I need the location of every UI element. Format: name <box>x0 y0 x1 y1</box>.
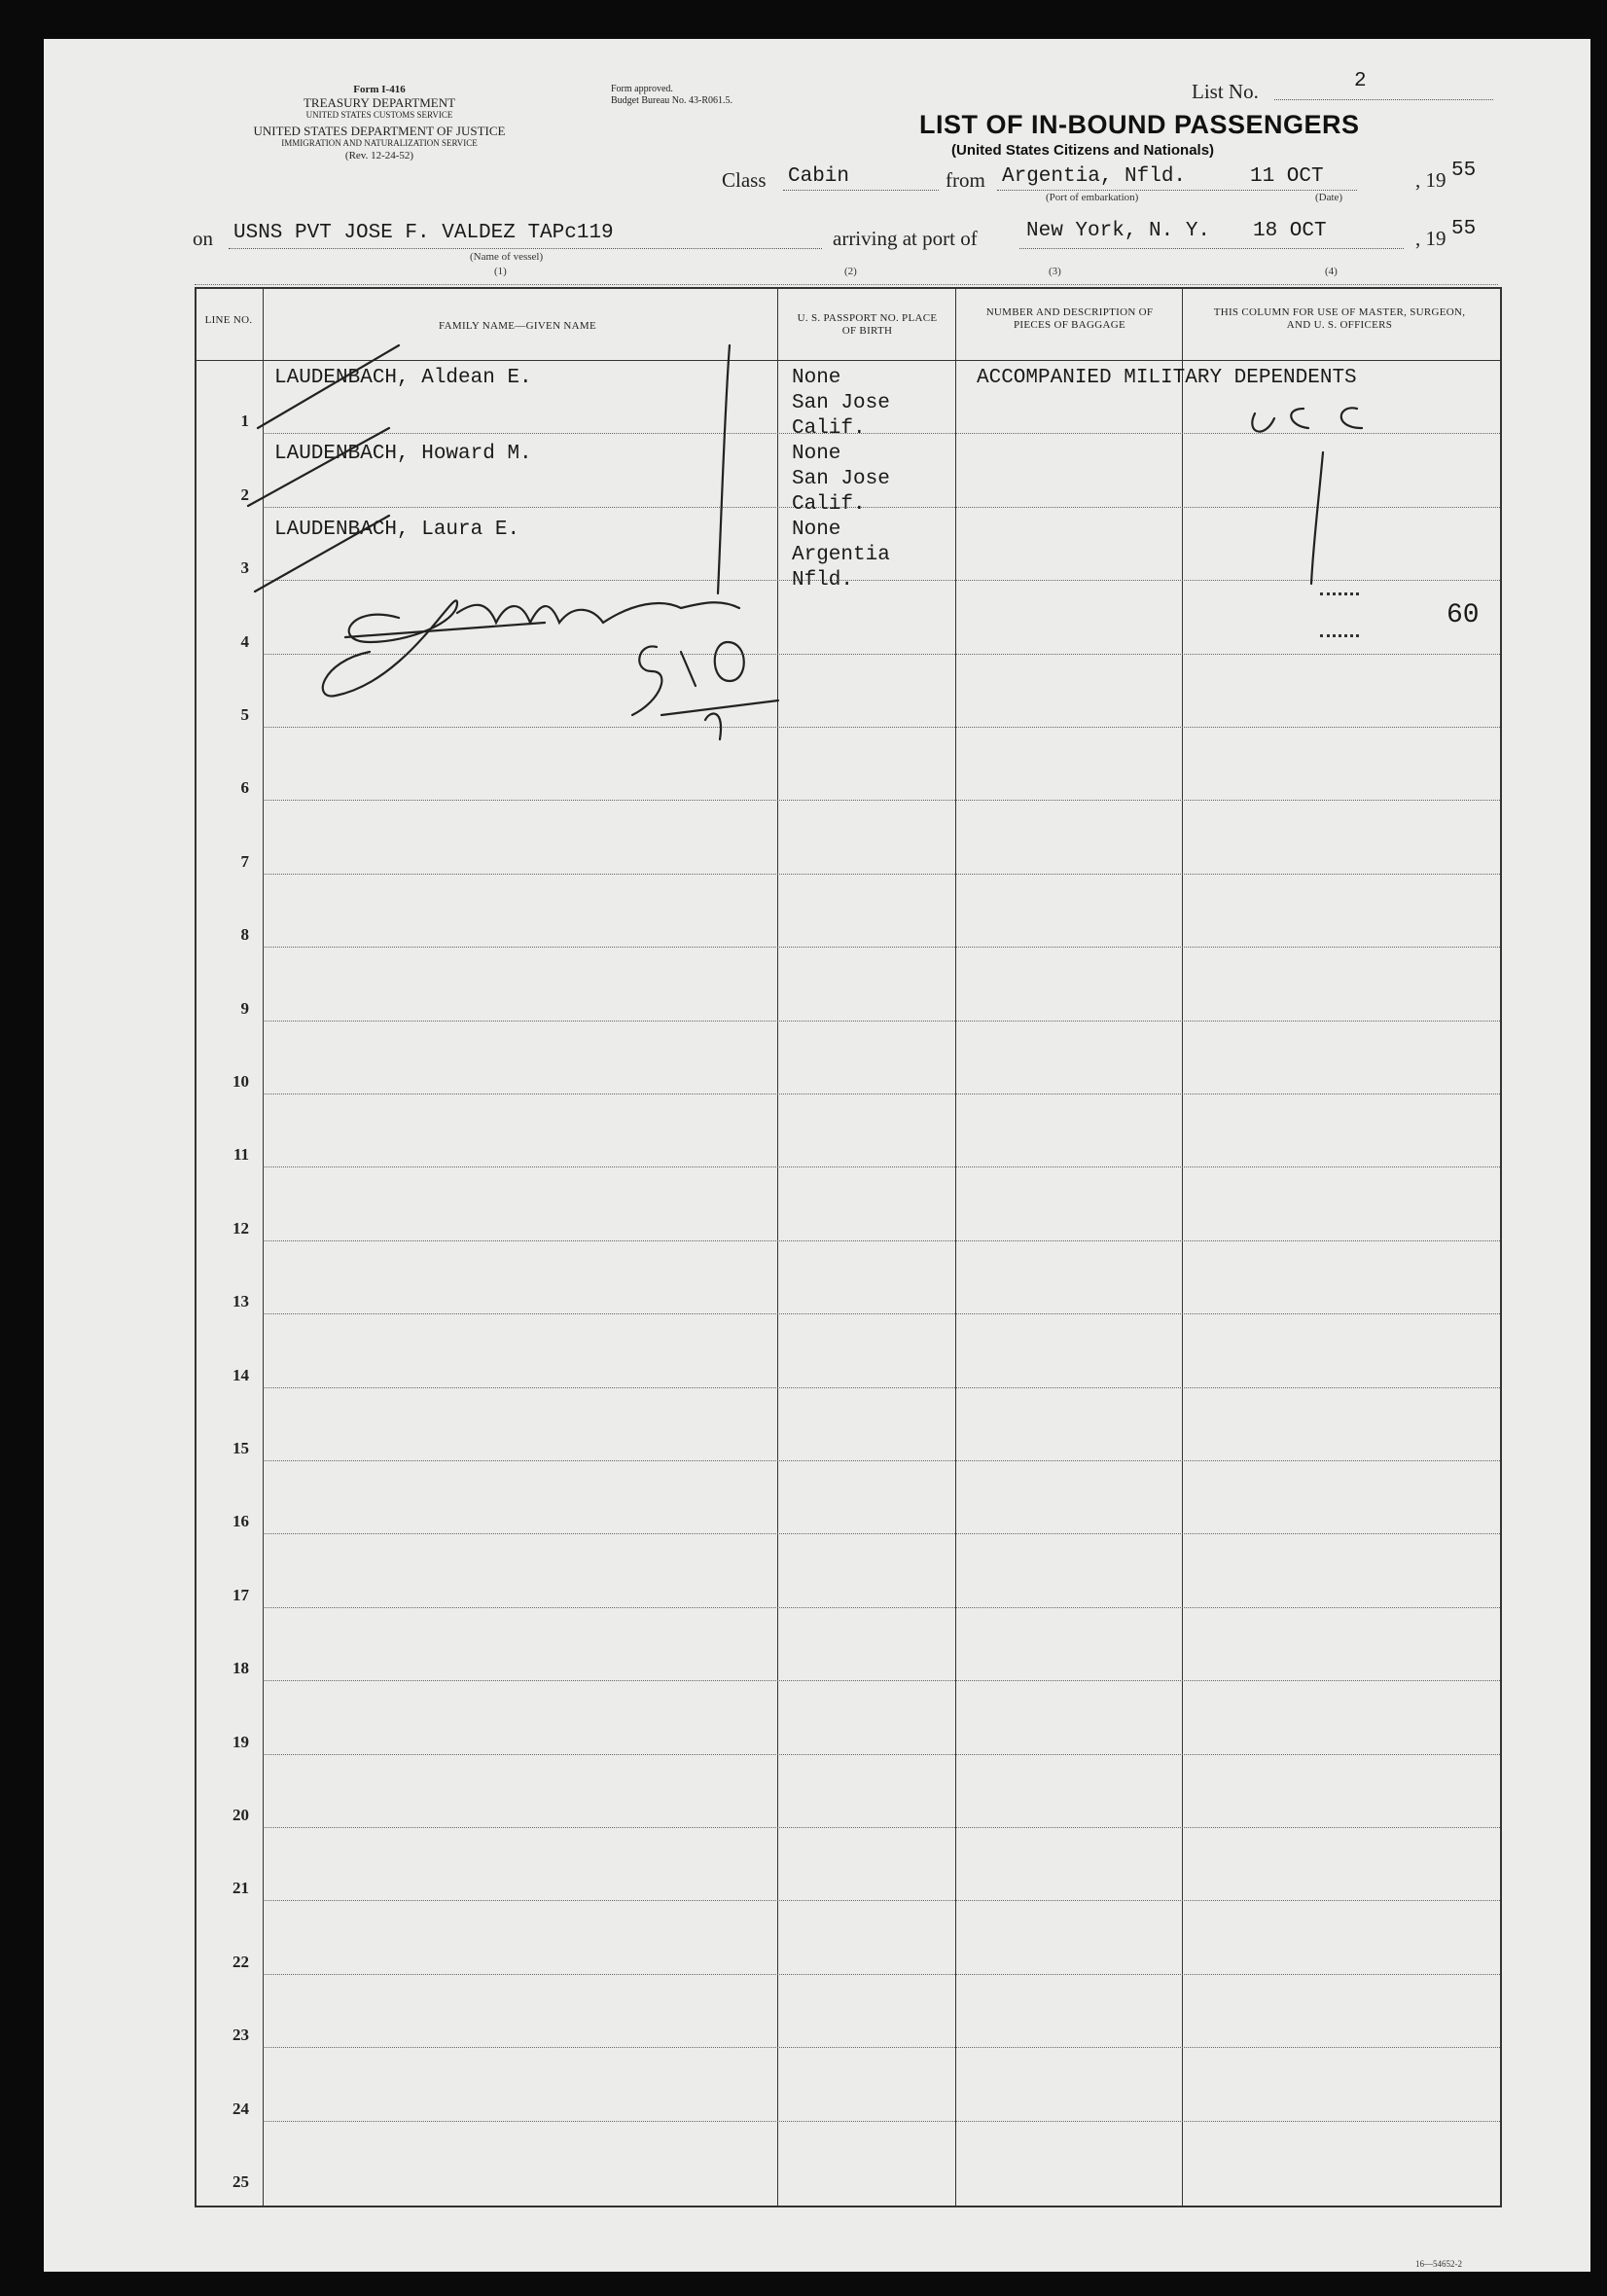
year-1: 55 <box>1451 160 1477 182</box>
port-embark-caption: (Port of embarkation) <box>1046 192 1139 203</box>
row-number: 20 <box>232 1806 249 1824</box>
birth-1b: Calif. <box>792 417 866 440</box>
passenger-name-3: LAUDENBACH, Laura E. <box>274 519 520 541</box>
year-2: 55 <box>1451 218 1477 240</box>
row-number: 2 <box>240 484 249 504</box>
row-number: 13 <box>232 1292 249 1311</box>
row-number: 23 <box>232 2026 249 2045</box>
treasury-dept: TREASURY DEPARTMENT <box>303 95 456 110</box>
port-embark-value: Argentia, Nfld. <box>1002 165 1187 188</box>
birth-2a: San Jose <box>792 468 890 490</box>
vessel-col-num: (1) <box>494 266 507 277</box>
list-no-label: List No. <box>1192 80 1259 103</box>
row-number: 6 <box>240 778 249 798</box>
passenger-name-1: LAUDENBACH, Aldean E. <box>274 367 532 389</box>
vessel-value: USNS PVT JOSE F. VALDEZ TAPc119 <box>233 222 614 244</box>
arriving-label: arriving at port of <box>833 227 978 250</box>
form-approved: Form approved. <box>611 84 673 94</box>
row-number: 12 <box>232 1218 249 1238</box>
row-number: 16 <box>232 1512 249 1531</box>
row-number: 4 <box>240 631 249 651</box>
col-num-3: (3) <box>1049 266 1061 277</box>
row-number: 22 <box>232 1952 249 1971</box>
row-number: 8 <box>240 925 249 945</box>
row-number: 10 <box>232 1072 249 1091</box>
row-number: 19 <box>232 1732 249 1751</box>
class-value: Cabin <box>788 165 850 188</box>
header-officers: THIS COLUMN FOR USE OF MASTER, SURGEON, AND U. S. OFFICERS <box>1213 306 1466 331</box>
date-caption: (Date) <box>1315 192 1343 203</box>
vessel-caption: (Name of vessel) <box>470 251 544 263</box>
col-num-4: (4) <box>1325 266 1338 277</box>
header-passport: U. S. PASSPORT NO. PLACE OF BIRTH <box>797 312 938 337</box>
passport-2: None <box>792 443 841 465</box>
year-prefix-2: , 19 <box>1415 227 1446 250</box>
ins-service: IMMIGRATION AND NATURALIZATION SERVICE <box>281 138 478 148</box>
row-number: 5 <box>240 705 249 724</box>
birth-3b: Nfld. <box>792 569 854 592</box>
justice-dept: UNITED STATES DEPARTMENT OF JUSTICE <box>253 124 506 138</box>
year-prefix-1: , 19 <box>1415 168 1446 192</box>
row-number: 14 <box>232 1365 249 1384</box>
class-label: Class <box>722 168 767 192</box>
budget-bureau: Budget Bureau No. 43-R061.5. <box>611 95 732 106</box>
birth-1a: San Jose <box>792 392 890 414</box>
customs-service: UNITED STATES CUSTOMS SERVICE <box>305 110 453 120</box>
header-name: FAMILY NAME—GIVEN NAME <box>439 320 596 332</box>
row-number: 7 <box>240 851 249 871</box>
form-title: LIST OF IN-BOUND PASSENGERS <box>919 110 1360 139</box>
depart-date-value: 11 OCT <box>1250 165 1324 188</box>
header-line-no: LINE NO. <box>204 314 253 326</box>
row-number: 11 <box>232 1145 249 1165</box>
row-number: 1 <box>240 412 249 431</box>
row-number: 24 <box>232 2099 249 2118</box>
baggage-note: ACCOMPANIED MILITARY DEPENDENTS <box>977 367 1357 389</box>
row-number: 17 <box>232 1585 249 1604</box>
passenger-name-2: LAUDENBACH, Howard M. <box>274 443 532 465</box>
passport-3: None <box>792 519 841 541</box>
header-baggage: NUMBER AND DESCRIPTION OF PIECES OF BAGGAGE <box>985 306 1154 331</box>
row-number: 21 <box>232 1879 249 1898</box>
arrival-date-value: 18 OCT <box>1253 220 1327 242</box>
birth-2b: Calif. <box>792 493 866 516</box>
passport-1: None <box>792 367 841 389</box>
stamp-number: 60 <box>1446 600 1480 630</box>
footer-code: 16—54652-2 <box>1415 2259 1462 2269</box>
row-number: 25 <box>232 2172 249 2191</box>
row-number: 18 <box>232 1659 249 1678</box>
revision: (Rev. 12-24-52) <box>344 150 414 161</box>
col-num-2: (2) <box>844 266 857 277</box>
arrival-port-value: New York, N. Y. <box>1026 220 1211 242</box>
row-number: 15 <box>232 1439 249 1457</box>
row-number: 9 <box>240 998 249 1018</box>
form-number: Form I-416 <box>353 84 406 95</box>
form-subtitle: (United States Citizens and Nationals) <box>951 142 1215 159</box>
on-label: on <box>193 227 213 250</box>
birth-3a: Argentia <box>792 544 890 566</box>
row-number: 3 <box>240 558 249 578</box>
from-label: from <box>946 168 985 192</box>
list-no-value: 2 <box>1354 70 1367 92</box>
